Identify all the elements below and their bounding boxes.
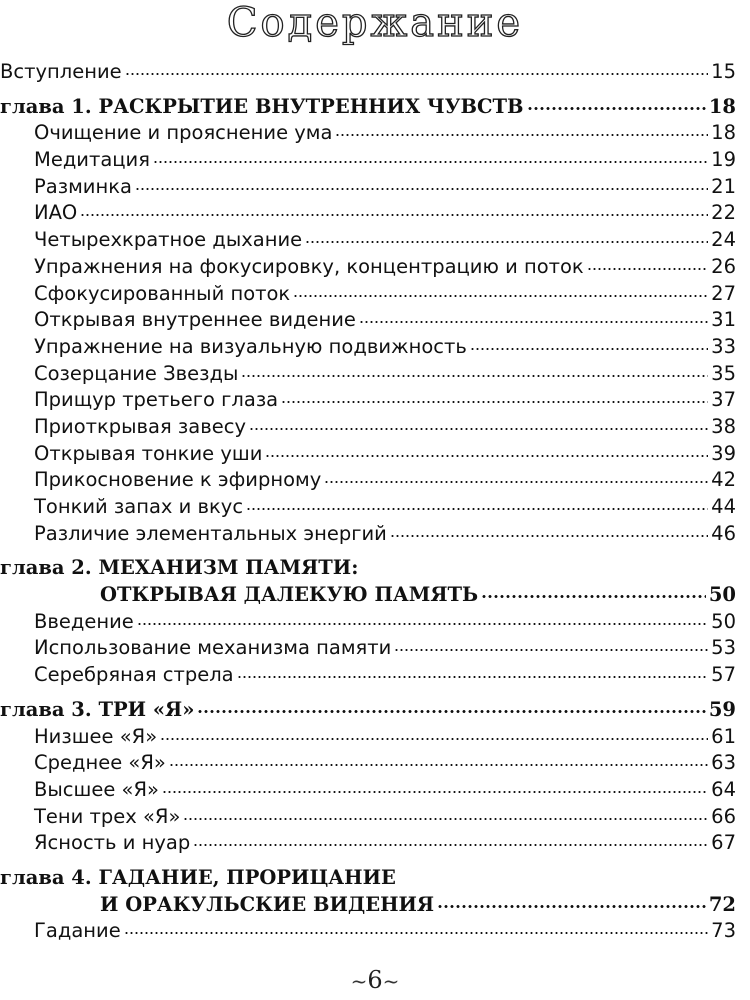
- toc-entry-label: Открывая внутреннее видение: [34, 308, 356, 332]
- dot-leader: [241, 375, 708, 377]
- table-of-contents: [0, 59, 736, 945]
- chapter-heading: глава 3. ТРИ «Я»: [0, 697, 195, 721]
- dot-leader: [587, 268, 708, 270]
- toc-entry: [0, 918, 736, 945]
- dot-leader: [162, 791, 708, 793]
- toc-entry: [0, 147, 736, 174]
- toc-page-number: 64: [711, 777, 736, 801]
- dot-leader: [125, 73, 709, 75]
- toc-entry-label: Различие элементальных энергий: [34, 521, 387, 545]
- chapter-heading-line2: И ОРАКУЛЬСКИЕ ВИДЕНИЯ: [100, 892, 435, 916]
- toc-chapter-4: [0, 865, 736, 892]
- toc-entry: [0, 361, 736, 388]
- toc-entry: [0, 830, 736, 857]
- toc-entry: [0, 635, 736, 662]
- dot-leader: [237, 676, 709, 678]
- dot-leader: [470, 348, 708, 350]
- toc-page-number: 57: [711, 663, 736, 687]
- toc-page-number: 15: [711, 60, 736, 83]
- toc-entry: [0, 174, 736, 201]
- toc-entry: [0, 724, 736, 751]
- toc-entry: [0, 227, 736, 254]
- toc-page-number: 27: [711, 281, 736, 305]
- dot-leader: [390, 535, 708, 537]
- toc-entry-label: Сфокусированный поток: [34, 281, 291, 305]
- toc-entry: [0, 750, 736, 777]
- toc-page-number: 46: [711, 521, 736, 545]
- toc-page-number: 18: [708, 94, 736, 118]
- toc-page-number: 38: [711, 414, 736, 438]
- dot-leader: [359, 321, 708, 323]
- toc-entry-label: Очищение и прояснение ума: [34, 121, 333, 145]
- page-title: Содержание: [226, 0, 524, 46]
- toc-entry-label: Прикосновение к эфирному: [34, 468, 322, 492]
- toc-page-number: 73: [711, 919, 736, 943]
- toc-page-number: 63: [711, 751, 736, 775]
- toc-page-number: 37: [711, 388, 736, 412]
- dot-leader: [281, 401, 708, 403]
- dot-leader: [481, 595, 706, 598]
- toc-page-number: 31: [711, 308, 736, 332]
- toc-entry-label: Введение: [34, 609, 134, 633]
- dot-leader: [124, 932, 708, 934]
- toc-page-number: 42: [711, 468, 736, 492]
- toc-page-number: 24: [711, 228, 736, 252]
- toc-chapter-1: [0, 94, 736, 121]
- toc-chapter-2: [0, 555, 736, 582]
- toc-chapter-3: [0, 697, 736, 724]
- toc-entry-label: Разминка: [34, 174, 132, 198]
- toc-entry: [0, 387, 736, 414]
- toc-entry-label: Среднее «Я»: [34, 751, 166, 775]
- toc-entry: [0, 521, 736, 548]
- chapter-heading: глава 1. РАСКРЫТИЕ ВНУТРЕННИХ ЧУВСТВ: [0, 94, 524, 118]
- toc-entry-intro: [0, 59, 736, 86]
- dot-leader: [249, 428, 708, 430]
- toc-entry-label: Использование механизма памяти: [34, 636, 392, 660]
- dot-leader: [197, 710, 705, 713]
- toc-entry-label: Прищур третьего глаза: [34, 388, 279, 412]
- toc-entry: [0, 662, 736, 689]
- toc-entry: [0, 334, 736, 361]
- toc-entry-label: Медитация: [34, 148, 150, 172]
- toc-entry: [0, 281, 736, 308]
- dot-leader: [153, 161, 708, 163]
- toc-entry-label: Высшее «Я»: [34, 777, 159, 801]
- toc-page-number: 61: [711, 724, 736, 748]
- chapter-heading: глава 2. МЕХАНИЗМ ПАМЯТИ:: [0, 556, 359, 580]
- dot-leader: [160, 738, 708, 740]
- toc-entry: [0, 804, 736, 831]
- toc-page-number: 50: [711, 609, 736, 633]
- toc-entry: [0, 441, 736, 468]
- toc-page-number: 59: [708, 697, 736, 721]
- toc-page-number: 50: [708, 583, 736, 607]
- toc-entry-label: Четырехкратное дыхание: [34, 228, 303, 252]
- toc-entry-label: Приоткрывая завесу: [34, 414, 246, 438]
- toc-entry-label: Ясность и нуар: [34, 831, 191, 855]
- toc-entry: [0, 254, 736, 281]
- toc-page-number: 19: [711, 148, 736, 172]
- toc-entry-label: ИАО: [34, 201, 78, 225]
- toc-entry-label: Серебряная стрела: [34, 663, 234, 687]
- toc-page-number: 35: [711, 361, 736, 385]
- dot-leader: [437, 905, 706, 908]
- toc-entry: [0, 609, 736, 636]
- dot-leader: [80, 214, 708, 216]
- toc-page-number: 72: [708, 892, 736, 916]
- toc-entry-label: Упражнение на визуальную подвижность: [34, 334, 467, 358]
- toc-page-number: 21: [711, 174, 736, 198]
- page-number: 6: [367, 966, 383, 994]
- toc-entry-label: Созерцание Звезды: [34, 361, 239, 385]
- toc-entry-label: Гадание: [34, 919, 121, 943]
- dot-leader: [324, 481, 708, 483]
- toc-entry-label: Низшее «Я»: [34, 724, 158, 748]
- dot-leader: [135, 188, 708, 190]
- dot-leader: [183, 818, 708, 820]
- toc-entry-label: Упражнения на фокусировку, концентрацию и поток: [34, 254, 584, 278]
- toc-entry-label: Тонкий запах и вкус: [34, 495, 244, 518]
- ornament-right-icon: ~: [382, 969, 400, 993]
- toc-entry: [0, 307, 736, 334]
- toc-page-number: 44: [711, 495, 736, 518]
- dot-leader: [335, 134, 708, 136]
- dot-leader: [305, 241, 708, 243]
- toc-entry: [0, 777, 736, 804]
- toc-entry-label: Вступление: [0, 60, 122, 83]
- chapter-heading: глава 4. ГАДАНИЕ, ПРОРИЦАНИЕ: [0, 865, 396, 889]
- toc-page-number: 39: [711, 441, 736, 465]
- toc-page-number: 26: [711, 254, 736, 278]
- ornament-left-icon: ~: [350, 969, 368, 993]
- toc-entry: [0, 200, 736, 227]
- toc-entry: [0, 494, 736, 521]
- toc-entry-label: Открывая тонкие уши: [34, 441, 263, 465]
- toc-entry: [0, 467, 736, 494]
- toc-entry-label: Тени трех «Я»: [34, 804, 181, 828]
- dot-leader: [193, 844, 708, 846]
- dot-leader: [293, 295, 708, 297]
- toc-chapter-2-continued: [0, 582, 736, 609]
- toc-entry: [0, 120, 736, 147]
- toc-page-number: 33: [711, 334, 736, 358]
- dot-leader: [169, 764, 708, 766]
- dot-leader: [246, 508, 708, 510]
- toc-page-number: 67: [711, 831, 736, 855]
- toc-page-number: 22: [711, 201, 736, 225]
- dot-leader: [527, 107, 706, 110]
- dot-leader: [265, 455, 708, 457]
- dot-leader: [394, 649, 708, 651]
- toc-entry: [0, 414, 736, 441]
- chapter-heading-line2: ОТКРЫВАЯ ДАЛЕКУЮ ПАМЯТЬ: [100, 583, 479, 607]
- dot-leader: [137, 623, 708, 625]
- page-folio: [0, 966, 750, 994]
- toc-page-number: 66: [711, 804, 736, 828]
- toc-page-number: 18: [711, 121, 736, 145]
- toc-chapter-4-continued: [0, 892, 736, 919]
- toc-page-number: 53: [711, 636, 736, 660]
